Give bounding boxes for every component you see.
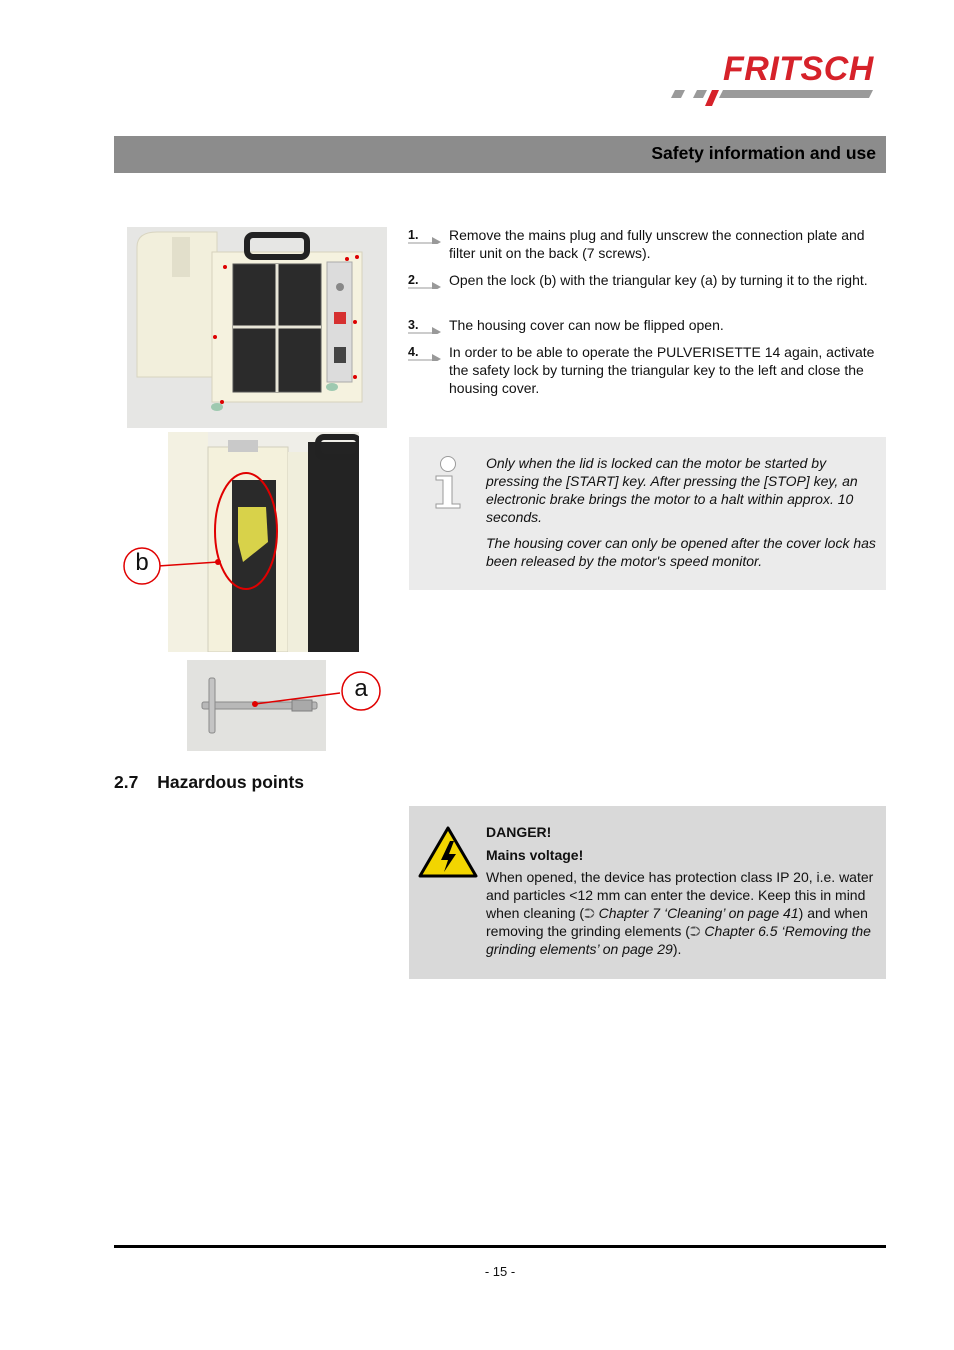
label-a: a: [354, 675, 368, 702]
danger-text-part: ).: [672, 941, 682, 957]
step-text: Open the lock (b) with the triangular key (a) by turning it to the right.: [449, 272, 868, 288]
step-arrow-icon: [408, 351, 442, 361]
danger-text: [486, 868, 878, 958]
step-text: In order to be able to operate the PULVERISETTE 14 again, activate the safety lock by turning the triangular key to the left and close the housing cover.: [449, 344, 875, 396]
device-back-image: [127, 227, 387, 428]
info-paragraph-2: The housing cover can only be opened after the cover lock has been released by the motor's speed monitor.: [486, 535, 876, 569]
danger-title: DANGER!: [486, 824, 552, 840]
danger-subtitle: Mains voltage!: [486, 847, 584, 863]
step-text: Remove the mains plug and fully unscrew the connection plate and filter unit on the back (7 screws).: [449, 227, 865, 261]
link-arrow-icon: ⮊: [689, 923, 701, 939]
section-header-bar: [114, 136, 886, 173]
step-number: 3.: [408, 318, 419, 332]
lock-highlight-ring: [215, 473, 277, 589]
link-arrow-icon: ⮊: [584, 905, 595, 921]
step-arrow-icon: [408, 279, 442, 289]
info-note-box: [409, 437, 886, 590]
device-back-illustration: [127, 227, 387, 428]
high-voltage-warning-icon: [417, 825, 479, 879]
step-arrow-icon: [408, 234, 442, 244]
danger-warning-box: [409, 806, 886, 979]
step-number: 4.: [408, 345, 419, 359]
fritsch-logo: [665, 50, 887, 110]
logo-text: FRITSCH: [723, 50, 874, 88]
chapter-6-5-link[interactable]: Chapter 6.5 ‘Removing the grinding elements’ on page 29: [486, 923, 871, 957]
danger-text-part: ) and when removing the grinding elements (: [486, 905, 868, 939]
page-section-title: Safety information and use: [651, 143, 876, 163]
step-arrow-icon: [408, 324, 442, 334]
label-b: b: [135, 549, 149, 576]
info-icon: [432, 455, 464, 511]
step-text: The housing cover can now be flipped open.: [449, 317, 724, 333]
step-number: 2.: [408, 273, 419, 287]
danger-text-part: When opened, the device has protection class IP 20, i.e. water and particles <12 mm can enter the device. Keep this in mind when cleaning (: [486, 869, 874, 921]
section-heading: [114, 772, 304, 793]
footer-rule: [114, 1245, 886, 1248]
info-paragraph-1: Only when the lid is locked can the motor be started by pressing the [START] key. After pressing the [STOP] key, an electronic brake brings the motor to a halt within approx. 10 seconds.: [486, 455, 858, 525]
section-title: Hazardous points: [157, 772, 305, 792]
chapter-7-link[interactable]: Chapter 7 ‘Cleaning’ on page 41: [598, 905, 799, 921]
page-number: - 15 -: [484, 1264, 516, 1279]
section-number: 2.7: [114, 772, 139, 792]
step-number: 1.: [408, 228, 419, 242]
